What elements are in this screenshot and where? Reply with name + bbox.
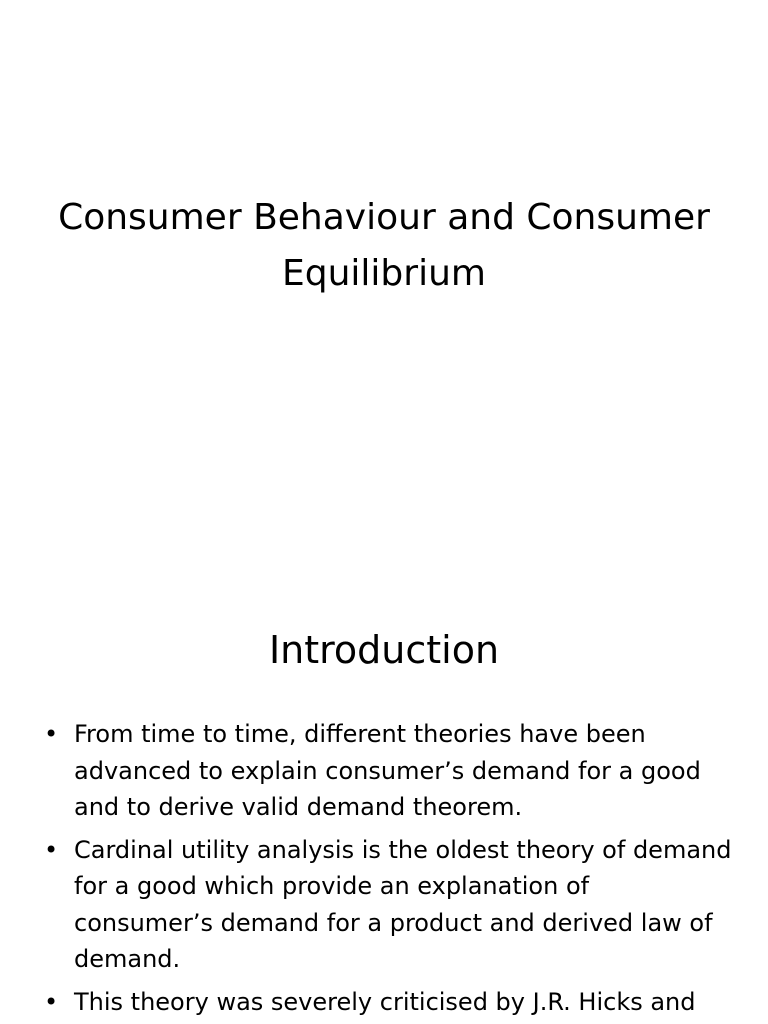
bullet-item xyxy=(42,984,732,1021)
presentation-title: Consumer Behaviour and Consumer Equilibrium xyxy=(58,197,710,294)
slide-introduction xyxy=(0,576,768,1024)
bullet-dot-icon: • xyxy=(44,835,59,864)
bullet-item xyxy=(42,716,732,826)
bullet-text: From time to time, different theories have been advanced to explain consumer’s demand for a good and to derive valid demand theorem. xyxy=(74,720,701,821)
bullet-list xyxy=(42,716,732,1024)
slide-heading: Introduction xyxy=(268,628,500,672)
bullet-text: Cardinal utility analysis is the oldest theory of demand for a good which provide an explanation of consumer’s demand for a product and derived law of demand. xyxy=(74,835,732,973)
bullet-dot-icon: • xyxy=(44,720,59,748)
bullet-item xyxy=(42,832,732,978)
bullet-text: This theory was severely criticised by J.R. Hicks and xyxy=(74,987,696,1016)
bullet-dot-icon: • xyxy=(44,987,59,1016)
